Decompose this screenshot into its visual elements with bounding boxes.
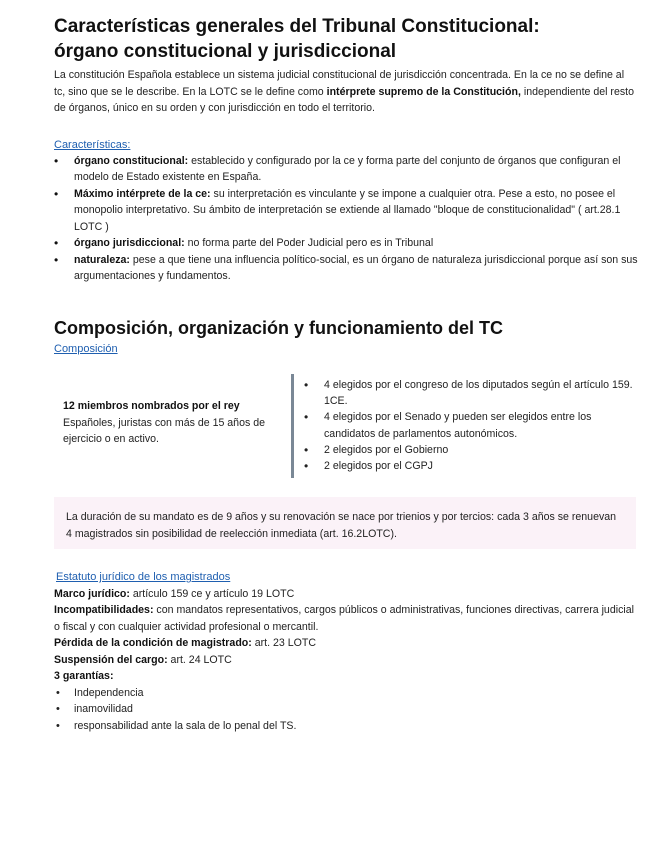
- mandate-note: La duración de su mandato es de 9 años y su renovación se nace por trienios y por tercios: cada 3 años se renuevan 4 magistrados sin posibilidad de reelección inmediata (art. 16.2LOTC).: [54, 497, 636, 549]
- list-item: • responsabilidad ante la sala de lo penal del TS.: [54, 718, 638, 735]
- composition-link[interactable]: Composición: [54, 343, 118, 355]
- list-item: • 2 elegidos por el CGPJ: [304, 458, 634, 474]
- section-title: Composición, organización y funcionamiento del TC: [54, 318, 504, 338]
- list-item: • Máximo intérprete de la ce: su interpretación es vinculante y se impone a cualquier otra. Pese a esto, no posee el monopolio interpretativo. Su ámbito de interpretación se extiende al llamado "bloque de constitucionalidad" ( art.28.1 LOTC ): [54, 186, 638, 236]
- list-item: • Independencia: [54, 685, 638, 702]
- composition-table: [54, 372, 638, 478]
- list-item: • 4 elegidos por el Senado y pueden ser elegidos entre los candidatos de parlamentos autonómicos.: [304, 409, 634, 441]
- characteristics-list: [54, 153, 638, 285]
- section-composition: [54, 317, 638, 357]
- guarantees-label: 3 garantías:: [54, 670, 114, 682]
- statute-line: Incompatibilidades: con mandatos representativos, cargos públicos o administrativas, funciones directivas, carrera judicial o fiscal y con cualquier actividad profesional o mercantil.: [54, 604, 634, 633]
- statute-line: Pérdida de la condición de magistrado: art. 23 LOTC: [54, 637, 316, 649]
- section-characteristics: [54, 14, 638, 285]
- members-summary: 12 miembros nombrados por el rey Españoles, juristas con más de 15 años de ejercicio o en activo.: [63, 400, 265, 445]
- characteristics-link[interactable]: Características:: [54, 138, 131, 151]
- list-item: • naturaleza: pese a que tiene una influencia político-social, es un órgano de naturaleza jurisdiccional porque así son sus argumentaciones y fundamentos.: [54, 252, 638, 285]
- statute-line: Marco jurídico: artículo 159 ce y artículo 19 LOTC: [54, 587, 295, 600]
- column-divider: [291, 374, 294, 478]
- guarantees-list: [54, 685, 638, 735]
- section-statute: [54, 569, 638, 734]
- statute-link[interactable]: Estatuto jurídico de los magistrados: [56, 571, 231, 583]
- list-item: • inamovilidad: [54, 701, 638, 718]
- appointments-list: [304, 377, 634, 474]
- list-item: • órgano jurisdiccional: no forma parte del Poder Judicial pero es in Tribunal: [54, 235, 638, 252]
- intro-paragraph: La constitución Española establece un sistema judicial constitucional de jurisdicción concentrada. En la ce no se define al tc, sino que se le describe. En la LOTC se le define como intérprete supremo de la Constitución, independiente del resto de órganos, único en su orden y con jurisdicción en todo el territorio.: [54, 69, 634, 114]
- page-title: Características generales del Tribunal Constitucional: órgano constitucional y jurisdiccional: [54, 16, 540, 62]
- list-item: • órgano constitucional: establecido y configurado por la ce y forma parte del conjunto de órganos que configuran el modelo de Estado existente en España.: [54, 153, 638, 186]
- list-item: • 2 elegidos por el Gobierno: [304, 442, 634, 458]
- list-item: • 4 elegidos por el congreso de los diputados según el artículo 159. 1CE.: [304, 377, 634, 409]
- statute-line: Suspensión del cargo: art. 24 LOTC: [54, 653, 232, 666]
